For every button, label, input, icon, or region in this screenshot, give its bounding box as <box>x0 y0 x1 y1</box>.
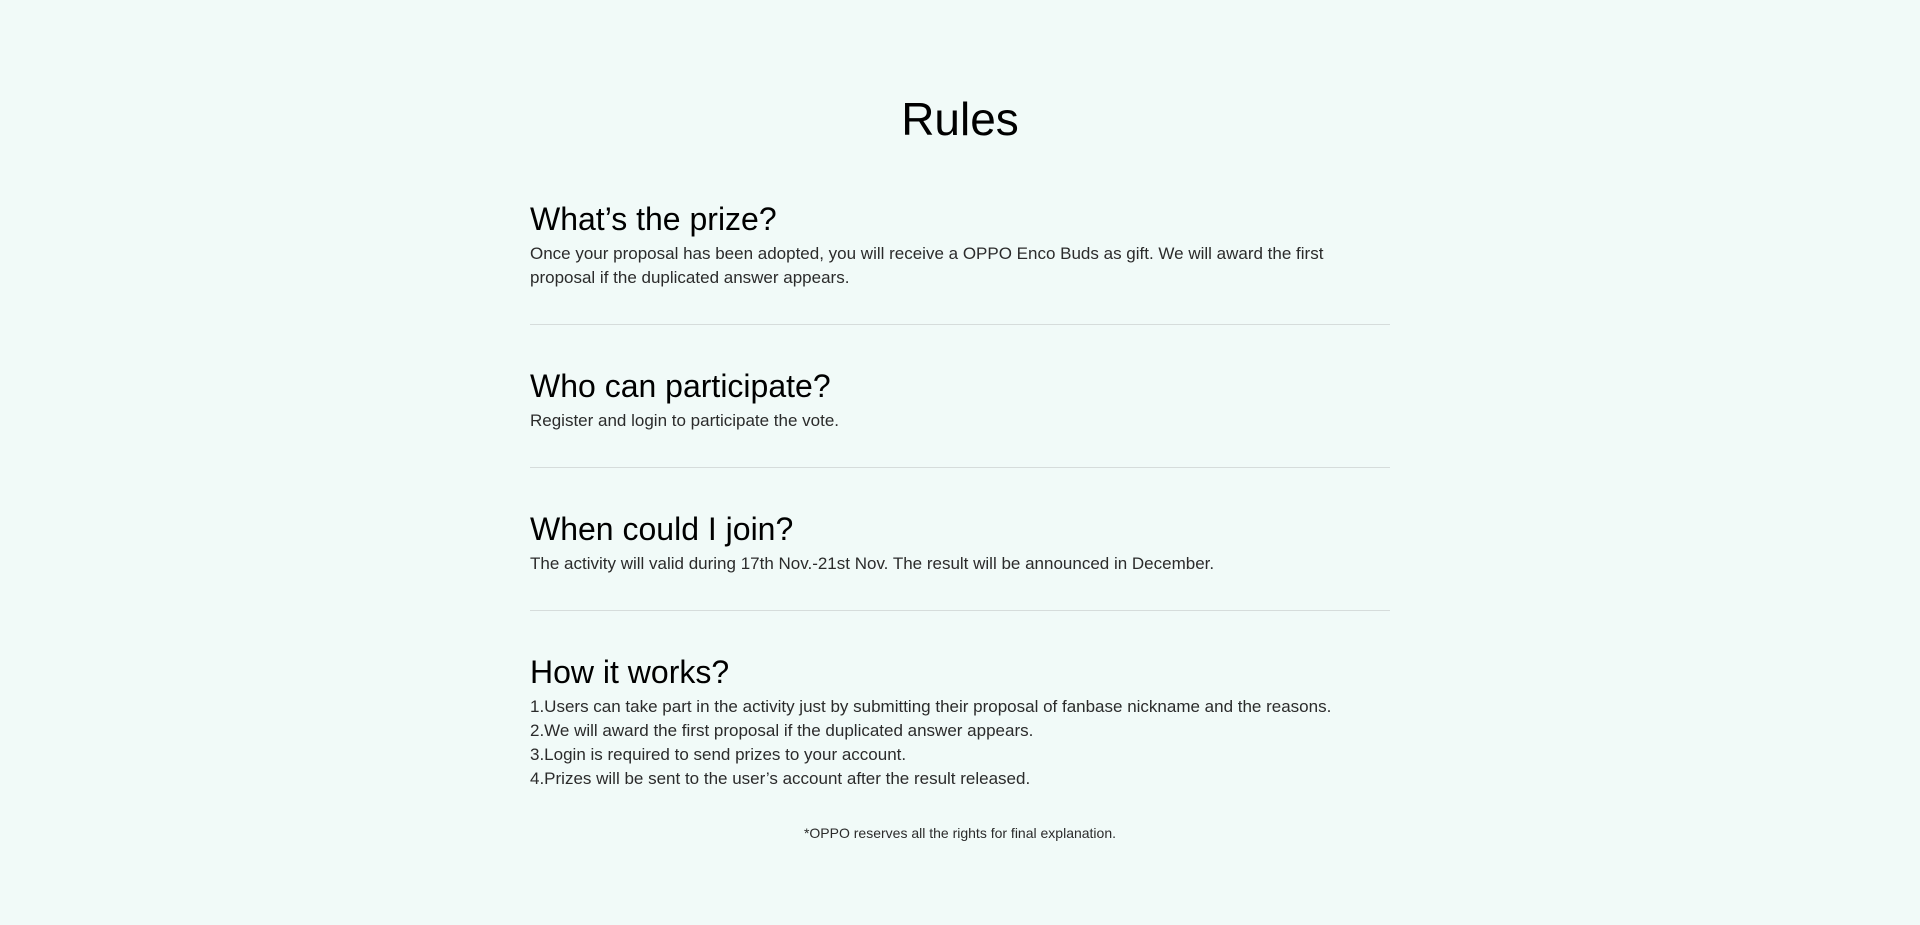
section-prize <box>530 198 1390 325</box>
list-item: 4.Prizes will be sent to the user’s account after the result released. <box>530 769 1031 788</box>
section-when-body: The activity will valid during 17th Nov.-21st Nov. The result will be announced in December. <box>530 554 1215 573</box>
section-how <box>530 651 1390 791</box>
section-how-list <box>530 695 1390 791</box>
section-how-heading: How it works? <box>530 654 730 690</box>
section-participate-body: Register and login to participate the vote. <box>530 411 840 430</box>
section-prize-heading: What’s the prize? <box>530 201 777 237</box>
disclaimer: *OPPO reserves all the rights for final explanation. <box>803 825 1117 841</box>
rules-sections <box>530 198 1390 791</box>
section-participate-heading: Who can participate? <box>530 368 831 404</box>
section-when <box>530 508 1390 611</box>
section-participate <box>530 365 1390 468</box>
rules-container <box>530 0 1390 843</box>
list-item: 2.We will award the first proposal if the duplicated answer appears. <box>530 721 1034 740</box>
list-item: 3.Login is required to send prizes to your account. <box>530 745 907 764</box>
list-item: 1.Users can take part in the activity just by submitting their proposal of fanbase nickname and the reasons. <box>530 697 1332 716</box>
section-when-heading: When could I join? <box>530 511 794 547</box>
page-title: Rules <box>901 93 1019 145</box>
section-prize-body: Once your proposal has been adopted, you will receive a OPPO Enco Buds as gift. We will award the first proposal if the duplicated answer appears. <box>530 244 1324 287</box>
